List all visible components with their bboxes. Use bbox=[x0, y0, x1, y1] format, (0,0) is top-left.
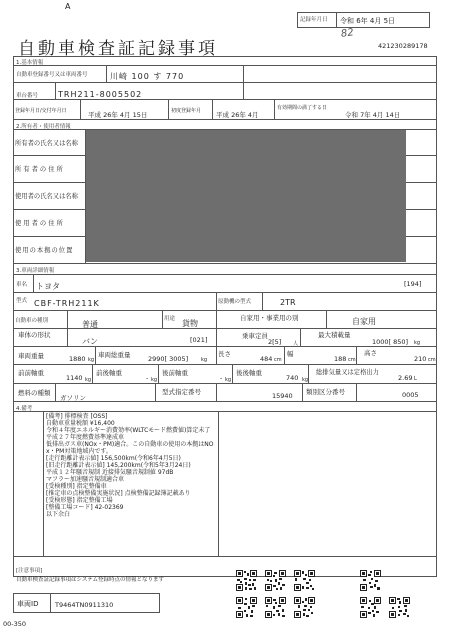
rf-weight: - bbox=[220, 374, 223, 382]
rr-label: 後後軸重 bbox=[236, 369, 262, 377]
note-line: [整備工場コード] 42-02369 bbox=[46, 504, 124, 511]
note-line: [推定車の点検整備実施状況] 点検整備記録簿記載あり bbox=[46, 490, 191, 497]
label-a: A bbox=[65, 2, 71, 11]
rr-weight: 740 bbox=[286, 374, 299, 382]
maker-code: [194] bbox=[404, 280, 422, 288]
form-code: 00-350 bbox=[3, 620, 27, 628]
section-owner-heading: 2.所有者・使用者情報 bbox=[16, 124, 71, 130]
first-year-label: 初度登録年月 bbox=[171, 108, 202, 114]
biz-label: 自家用・事業用の別 bbox=[240, 314, 299, 322]
load-label: 最大積載量 bbox=[318, 331, 351, 339]
note-line: [受検種別] 指定整備車 bbox=[46, 483, 107, 490]
note-line: 低排出ガス車(NOx・PM)適合。この自動車の使用の本拠はNO bbox=[46, 441, 214, 448]
length-label: 長さ bbox=[218, 350, 231, 358]
displacement-label: 総排気量又は定格出力 bbox=[316, 369, 379, 376]
shape-label: 車体の形状 bbox=[18, 331, 51, 339]
maker-label: 車名 bbox=[16, 282, 28, 288]
max-load: 1000[ 850] bbox=[372, 338, 409, 346]
height-unit: cm bbox=[428, 357, 436, 363]
vehicle-weight: 1880 bbox=[69, 355, 86, 363]
note-heading: [注意事項] bbox=[16, 568, 43, 574]
rf-label: 後前軸重 bbox=[162, 369, 188, 377]
type-no: 15940 bbox=[272, 392, 293, 400]
displacement-unit: L bbox=[414, 376, 417, 382]
redaction-block bbox=[86, 130, 406, 262]
gross-label: 車両総重量 bbox=[98, 351, 131, 359]
category-label: 類別区分番号 bbox=[306, 388, 345, 396]
category-no: 0005 bbox=[402, 391, 419, 399]
maker: トヨタ bbox=[36, 282, 60, 291]
capacity-label: 乗車定員 bbox=[242, 332, 268, 340]
owner-address-label: 所有者の住所 bbox=[15, 166, 65, 173]
section-vehicle-heading: 3.車両詳細情報 bbox=[16, 268, 55, 274]
chassis-number: TRH211-8005502 bbox=[58, 90, 143, 99]
gross-weight: 2990[ 3005] bbox=[148, 355, 189, 363]
note-line: [走行距離計表示値] 156,500km(令和6年4月5日) bbox=[46, 455, 181, 462]
note-line: x・PM対策地域内です。 bbox=[46, 448, 112, 455]
displacement: 2.69 bbox=[398, 374, 413, 382]
weight-label: 車両重量 bbox=[18, 352, 44, 360]
qr-code-icon bbox=[236, 570, 257, 591]
weight-unit: kg bbox=[88, 357, 95, 363]
width: 188 bbox=[334, 355, 347, 363]
rr-unit: kg bbox=[302, 377, 309, 383]
qr-code-icon bbox=[265, 570, 286, 591]
fr-label: 前後軸重 bbox=[96, 369, 122, 377]
car-id: T9464TN0911310 bbox=[55, 601, 114, 609]
qr-code-icon bbox=[360, 597, 381, 618]
width-label: 幅 bbox=[287, 350, 294, 358]
first-reg-date: 平成 26年 4月 15日 bbox=[88, 111, 148, 119]
user-address-label: 使用者の住所 bbox=[15, 220, 65, 227]
ff-label: 前前軸重 bbox=[18, 369, 44, 377]
qr-code-icon bbox=[389, 597, 410, 618]
capacity: 2[5] bbox=[268, 338, 282, 346]
qr-code-icon bbox=[294, 597, 315, 618]
ff-unit: kg bbox=[85, 377, 92, 383]
system-note: 自動車検査証記録事項はシステム登録時点の情報となります bbox=[16, 577, 164, 583]
expiry-date: 令和 7年 4月 14日 bbox=[345, 111, 401, 119]
vehicle-type: 普通 bbox=[82, 320, 98, 329]
car-id-label: 車両ID bbox=[17, 600, 39, 608]
note-line: 平成１２年騒音規制 近接排気騒音規制値 97dB bbox=[46, 469, 174, 476]
engine-label: 原動機の型式 bbox=[218, 299, 252, 305]
body-shape: バン bbox=[82, 337, 98, 346]
page-title: 自動車検査証記録事項 bbox=[18, 39, 218, 59]
width-unit: cm bbox=[348, 357, 356, 363]
qr-code-icon bbox=[294, 570, 315, 591]
record-date: 令和 6年 4月 5日 bbox=[340, 17, 396, 25]
use-label: 用途 bbox=[164, 316, 176, 322]
fr-unit: kg bbox=[151, 377, 158, 383]
gross-unit: kg bbox=[201, 357, 208, 363]
section-basic-heading: 1.基本情報 bbox=[16, 60, 44, 66]
ff-weight: 1140 bbox=[66, 374, 83, 382]
fr-weight: - bbox=[146, 374, 149, 382]
qr-code-icon bbox=[360, 570, 381, 591]
shape-code: [021] bbox=[190, 336, 208, 344]
record-date-divider bbox=[336, 12, 337, 28]
rf-unit: kg bbox=[225, 377, 232, 383]
biz-type: 自家用 bbox=[352, 317, 376, 326]
serial-number: 421230289178 bbox=[378, 42, 428, 50]
reg-no: 川崎 100 す 770 bbox=[110, 72, 185, 81]
usage-base-label: 使用の本拠の位置 bbox=[15, 247, 74, 254]
height: 210 bbox=[414, 355, 427, 363]
qr-code-icon bbox=[265, 597, 286, 618]
owner-name-label: 所有者の氏名又は名称 bbox=[15, 140, 78, 147]
type-no-label: 型式指定番号 bbox=[162, 388, 201, 396]
fuel-label: 燃料の種類 bbox=[18, 389, 51, 397]
note-line: 令和４年度エネルギー消費効率(WLTCモード燃費値)算定未了 bbox=[46, 427, 211, 434]
length-unit: cm bbox=[274, 357, 282, 363]
capacity-unit: 人 bbox=[293, 341, 299, 347]
first-year: 平成 26年 4月 bbox=[216, 111, 259, 119]
note-line: [受検形態] 指定整備工場 bbox=[46, 497, 113, 504]
note-line: [備考] 排標検査 [OSS] bbox=[46, 413, 108, 420]
note-line: 以下余白 bbox=[46, 511, 71, 518]
note-line: 自動車重量税額 ¥16,400 bbox=[46, 420, 115, 427]
height-label: 高さ bbox=[364, 349, 377, 357]
reg-no-label: 自動車登録番号又は車両番号 bbox=[16, 72, 88, 78]
expiry-label: 有効期間の満了する日 bbox=[277, 105, 328, 111]
vehicle-use: 貨物 bbox=[182, 319, 198, 328]
model-label: 型式 bbox=[16, 298, 28, 304]
engine: 2TR bbox=[280, 298, 296, 307]
first-reg-label: 登録年月日/交付年月日 bbox=[15, 108, 67, 114]
note-line: マフラー加速騒音規制適合車 bbox=[46, 476, 125, 483]
length: 484 bbox=[260, 355, 273, 363]
handwritten-mark: 82 bbox=[340, 27, 355, 40]
fuel-type: ガソリン bbox=[60, 394, 86, 402]
user-name-label: 使用者の氏名又は名称 bbox=[15, 193, 78, 200]
load-unit: kg bbox=[414, 340, 421, 346]
model: CBF-TRH211K bbox=[34, 299, 100, 308]
qr-code-icon bbox=[236, 597, 257, 618]
type-label: 自動車の種別 bbox=[15, 318, 49, 324]
chassis-label: 車台番号 bbox=[16, 93, 39, 99]
section-notes-heading: 4.備考 bbox=[16, 406, 33, 412]
record-date-label: 記録年月日 bbox=[300, 17, 328, 23]
note-line: [旧走行距離計表示値] 145,200km(令和5年3月24日) bbox=[46, 462, 191, 469]
note-line: 平成２７年度燃費基準達成車 bbox=[46, 434, 125, 441]
